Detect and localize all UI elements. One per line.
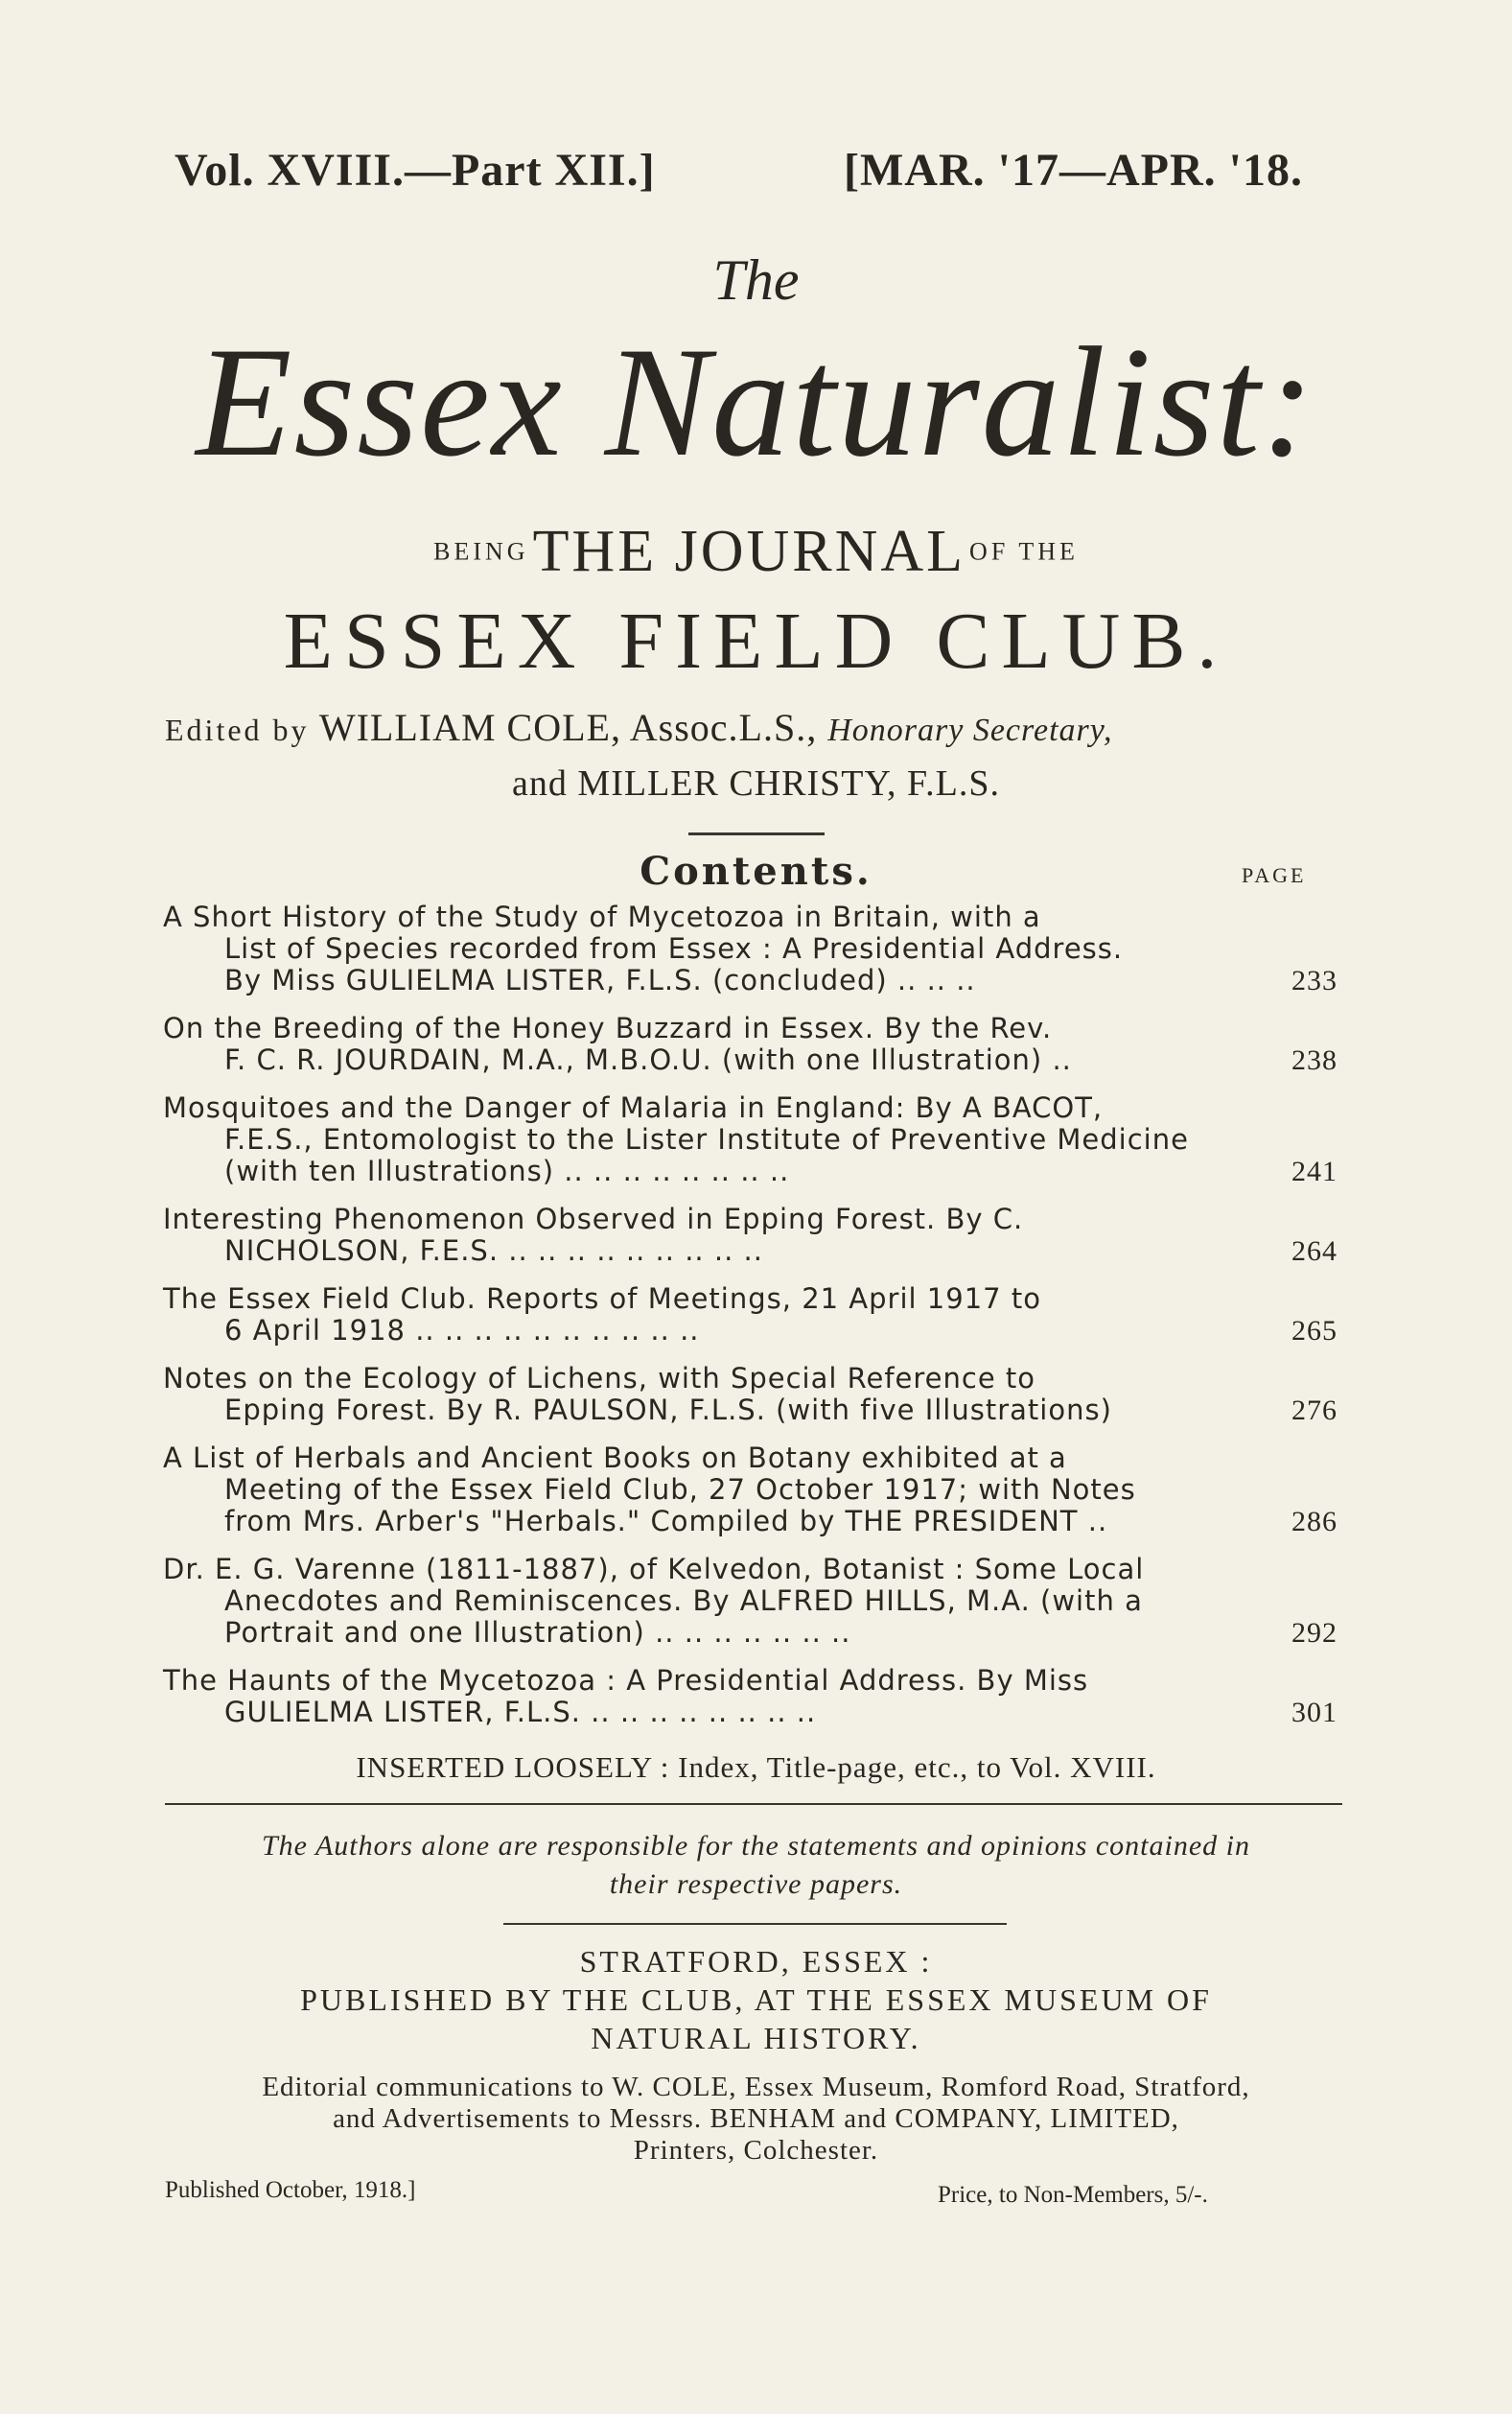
entry-page-number: 265: [1291, 1315, 1338, 1347]
entry-page-number: 264: [1291, 1235, 1338, 1267]
journal-line: [0, 518, 1512, 586]
editor-1: WILLIAM COLE, Assoc.L.S.,: [318, 706, 818, 749]
table-of-contents: [163, 902, 1338, 1745]
editorial-line: Printers, Colchester.: [633, 2135, 879, 2166]
entry-text: [163, 1204, 1242, 1267]
contents-entry: [163, 1204, 1338, 1267]
volume-label: Vol. XVIII.—Part XII.]: [174, 145, 656, 196]
club-name: ESSEX FIELD CLUB.: [283, 597, 1229, 686]
entry-line: from Mrs. Arber's "Herbals." Compiled by THE PRESIDENT ..: [224, 1505, 1108, 1537]
entry-line: Anecdotes and Reminiscences. By ALFRED HILLS, M.A. (with a: [224, 1584, 1143, 1617]
contents-entry: [163, 1363, 1338, 1426]
publisher-line: PUBLISHED BY THE CLUB, AT THE ESSEX MUSEUM OF: [300, 1982, 1212, 2017]
publisher-line: NATURAL HISTORY.: [591, 2021, 921, 2055]
entry-line: Interesting Phenomenon Observed in Epping Forest. By C.: [163, 1203, 1024, 1235]
entry-page-number: 241: [1291, 1156, 1338, 1187]
entry-page-number: 276: [1291, 1394, 1338, 1426]
entry-text: [163, 1554, 1242, 1649]
entry-line: 6 April 1918 .. .. .. .. .. .. .. .. .. ..: [224, 1314, 700, 1347]
entry-text: [163, 1363, 1242, 1426]
divider: [503, 1923, 1007, 1925]
entry-text: [163, 1665, 1242, 1728]
entry-line: On the Breeding of the Honey Buzzard in Essex. By the Rev.: [163, 1012, 1053, 1044]
entry-text: [163, 902, 1242, 996]
contents-entry: [163, 902, 1338, 996]
entry-line: NICHOLSON, F.E.S. .. .. .. .. .. .. .. .. ..: [224, 1234, 763, 1267]
entry-line: The Essex Field Club. Reports of Meetings, 21 April 1917 to: [163, 1282, 1041, 1315]
contents-entry: [163, 1554, 1338, 1649]
dates-label: [MAR. '17—APR. '18.: [844, 145, 1303, 196]
disclaimer-line: their respective papers.: [609, 1868, 903, 1900]
being-word: BEING: [433, 537, 529, 566]
inserted-loosely: INSERTED LOOSELY : Index, Title-page, etc., to Vol. XVIII.: [356, 1750, 1156, 1784]
editorial-block: [0, 2072, 1512, 2167]
entry-line: The Haunts of the Mycetozoa : A Presidential Address. By Miss: [163, 1664, 1089, 1697]
contents-entry: [163, 1092, 1338, 1187]
entry-page-number: 292: [1291, 1617, 1338, 1649]
entry-text: [163, 1092, 1242, 1187]
entry-text: [163, 1013, 1242, 1076]
entry-line: Epping Forest. By R. PAULSON, F.L.S. (with five Illustrations): [224, 1394, 1112, 1426]
contents-entry: [163, 1013, 1338, 1076]
editorial-line: and Advertisements to Messrs. BENHAM and COMPANY, LIMITED,: [333, 2103, 1179, 2134]
entry-line: A List of Herbals and Ancient Books on Botany exhibited at a: [163, 1441, 1067, 1474]
contents-entry: [163, 1283, 1338, 1347]
published-date: Published October, 1918.]: [165, 2177, 416, 2203]
divider: [688, 832, 825, 835]
entry-text: [163, 1442, 1242, 1537]
contents-heading: Contents.: [640, 849, 872, 894]
divider: [165, 1803, 1342, 1805]
entry-line: F. C. R. JOURDAIN, M.A., M.B.O.U. (with one Illustration) ..: [224, 1043, 1072, 1076]
masthead-title: Essex Naturalist:: [196, 316, 1316, 489]
publisher-line: STRATFORD, ESSEX :: [579, 1944, 933, 1979]
entry-line: Meeting of the Essex Field Club, 27 October 1917; with Notes: [224, 1473, 1136, 1506]
editor-1-role: Honorary Secretary,: [827, 713, 1113, 748]
masthead-the: The: [712, 248, 800, 312]
entry-line: Notes on the Ecology of Lichens, with Special Reference to: [163, 1362, 1036, 1394]
journal-word: THE JOURNAL: [532, 519, 966, 584]
entry-page-number: 286: [1291, 1506, 1338, 1537]
edited-by: Edited by: [165, 713, 310, 747]
entry-page-number: 238: [1291, 1044, 1338, 1076]
entry-text: [163, 1283, 1242, 1347]
entry-line: A Short History of the Study of Mycetozoa in Britain, with a: [163, 901, 1041, 933]
disclaimer: [0, 1827, 1512, 1904]
of-the-word: OF THE: [969, 537, 1079, 566]
entry-line: F.E.S., Entomologist to the Lister Institute of Preventive Medicine: [224, 1123, 1189, 1156]
entry-page-number: 233: [1291, 965, 1338, 996]
disclaimer-line: The Authors alone are responsible for the statements and opinions contained in: [262, 1830, 1250, 1862]
entry-line: List of Species recorded from Essex : A Presidential Address.: [224, 932, 1124, 965]
editor-line-1: [165, 705, 1112, 750]
entry-line: (with ten Illustrations) .. .. .. .. .. .. .. ..: [224, 1155, 790, 1187]
entry-page-number: 301: [1291, 1697, 1338, 1728]
page-column-label: PAGE: [1242, 863, 1307, 887]
contents-entry: [163, 1442, 1338, 1537]
publisher-block: [0, 1942, 1512, 2057]
entry-line: By Miss GULIELMA LISTER, F.L.S. (concluded) .. .. ..: [224, 964, 976, 996]
entry-line: Dr. E. G. Varenne (1811-1887), of Kelvedon, Botanist : Some Local: [163, 1553, 1145, 1585]
entry-line: Mosquitoes and the Danger of Malaria in England: By A BACOT,: [163, 1091, 1104, 1124]
entry-line: Portrait and one Illustration) .. .. .. .. .. .. ..: [224, 1616, 851, 1649]
contents-entry: [163, 1665, 1338, 1728]
editorial-line: Editorial communications to W. COLE, Essex Museum, Romford Road, Stratford,: [262, 2072, 1250, 2102]
editor-line-2: and MILLER CHRISTY, F.L.S.: [512, 763, 1000, 804]
price: Price, to Non-Members, 5/-.: [938, 2182, 1208, 2208]
entry-line: GULIELMA LISTER, F.L.S. .. .. .. .. .. .. .. ..: [224, 1696, 817, 1728]
